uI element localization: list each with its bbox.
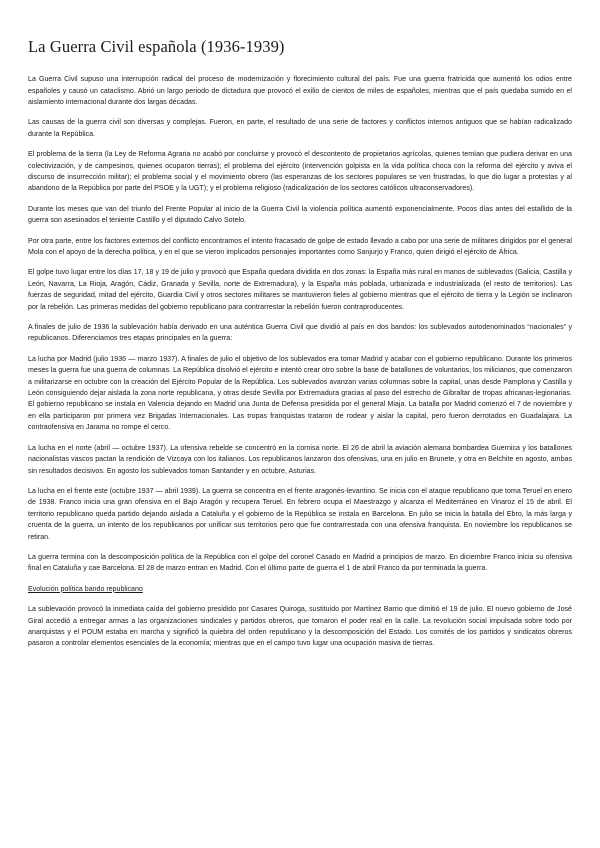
document-title: La Guerra Civil española (1936-1939) [28,37,285,56]
paragraph-two-sides: A finales de julio de 1936 la sublevación había derivado en una auténtica Guerra Civil que dividió al país en dos bandos: los sublevados autodenominados “nacionales” y republicanos. Diferenciamos tres etapas principales en la guerra: [28,324,572,343]
paragraph-intro: La Guerra Civil supuso una interrupción radical del proceso de modernización y florecimiento cultural del país. Fue una guerra fratricida que aumentó los odios entre españoles y causó un cataclismo. Abrió un largo periodo de dictadura que provocó el exilio de cientos de miles de españoles, mientras que el país quedaba sumido en el aislamiento internacional durante dos largas décadas. [28,76,572,106]
paragraph-political-violence: Durante los meses que van del triunfo del Frente Popular al inicio de la Guerra Civil la violencia política aumentó exponencialmente. Pocos días antes del estallido de la guerra son asesinados el teniente Castillo y el diputado Calvo Sotelo. [28,205,572,225]
paragraph-republican-evolution: La sublevación provocó la inmediata caída del gobierno presidido por Casares Quiroga, sustituido por Martínez Barrio que dimitió el 19 de julio. El nuevo gobierno de José Giral accedió a entregar armas a las organizaciones sindicales y partidos obreros, que tomaron el poder real en la calle. La revolución social impulsada sobre todo por anarquistas y el POUM estaba en marcha y significó la quiebra del orden republicano y la descomposición del Estado. Los comités de los partidos y sindicatos obreros pasaron a controlar elementos esenciales de la economía; mientras que en el campo tuvo lugar una ocupación masiva de tierras. [28,606,572,648]
paragraph-north-stage: La lucha en el norte (abril — octubre 1937). La ofensiva rebelde se concentró en la cornisa norte. El 26 de abril la aviación alemana bombardea Guernica y los batallones nacionalistas vascos pactan la rendición de Vizcaya con los italianos. Los republicanos lanzaron dos ofensivas, una en julio en Brunete, y otra en Belchite en agosto, ambas sin resultados decisivos. En agosto los sublevados toman Santander y en octubre, Asturias. [28,444,572,475]
section-heading-republican: Evolución política bando republicano [28,585,143,593]
paragraph-coup: El golpe tuvo lugar entre los días 17, 18 y 19 de julio y provocó que España quedara dividida en dos zonas: la España más rural en manos de sublevados (Galicia, Castilla y León, Navarra, La Rioja, Aragón, Cádiz, Granada y Sevilla, norte de Extremadura), y la España más poblada, urbanizada e industrializada (el resto de territorios). Las fuerzas de seguridad, mitad del ejército, Guardia Civil y otros sectores militares se mantuvieron fieles al gobierno mientras que el ejército de tierra y la Legión se inclinaron por la rebelión. Las primeras medidas del gobierno republicano para contrarrestar la rebelión fueron contraproducentes. [28,269,572,311]
paragraph-causes: Las causas de la guerra civil son diversas y complejas. Fueron, en parte, el resultado de una serie de factores y conflictos internos antiguos que se habían radicalizado durante la República. [28,119,572,138]
paragraph-external-factors: Por otra parte, entre los factores externos del conflicto encontramos el intento fracasado de golpe de estado llevado a cabo por una serie de militares dirigidos por el general Mola con el apoyo de la derecha política, y en el que se vieron implicados personajes importantes como Sanjurjo y Franco, quien dirigió el ejército de África. [28,237,572,257]
paragraph-madrid-stage: La lucha por Madrid (julio 1936 — marzo 1937). A finales de julio el objetivo de los sublevados era tomar Madrid y acabar con el gobierno republicano. Durante los primeros meses la guerra fue una guerra de columnas. La República disolvió el ejército e intentó crear otro sobre la base de batallones de voluntarios, los milicianos, que comenzaron a militarizarse en octubre con la creación del Ejército Popular de la República. Los sublevados avanzan varias columnas sobre la capital, unas desde Pamplona y Castilla y León consiguiendo dejar aislada la zona norte republicana, y otras desde Sevilla por Extremadura gracias al paso del estrecho de Gibraltar de tropas africanas-legionarias. El gobierno republicano se instala en Valencia dejando en Madrid una Junta de Defensa presidida por el general Miaja. La batalla por Madrid comenzó el 7 de noviembre y en ella participaron por primera vez Brigadas Internacionales. Las tropas franquistas trataron de rodear y aislar la capital, pero fueron derrotados en Guadalajara. La contraofensiva en Jarama no rompe el cerco. [28,355,572,432]
paragraph-internal-problems: El problema de la tierra (la Ley de Reforma Agraria no acabó por concluirse y provocó el descontento de propietarios agrícolas, quienes temían que pudiera derivar en una colectivización, y de campesinos, quienes ocuparon tierras); el problema del ejército (intervención golpista en la vida política choca con la reforma del ejército y aviva el discurso de insurrección militar); el problema social y el movimiento obrero (las esperanzas de los sectores populares se ven frustradas, lo que dio lugar a protestas y al abandono de la República por parte del PSOE y la UGT); y el problema religioso (radicalización de los sectores católicos ultraconservadores). [28,151,572,193]
paragraph-east-stage: La lucha en el frente este (octubre 1937 — abril 1939). La guerra se concentra en el frente aragonés-levantino. Se inicia con el ataque republicano que toma Teruel en enero de 1938. Franco inicia una gran ofensiva en el Bajo Aragón y recupera Teruel. En febrero ocupa el Maestrazgo y alcanza el Mediterráneo en Vinaroz el 15 de abril. El territorio republicano queda partido dejando aislada a Cataluña y el gobierno de la República se instala en Barcelona. En julio se inicia la batalla del Ebro, la más larga y cruenta de la guerra, un intento de los republicanos por unificar sus territorios pero que fue contrarrestada con una ofensiva franquista. En noviembre los republicanos se retiran. [28,487,572,541]
paragraph-war-end: La guerra termina con la descomposición política de la República con el golpe del coronel Casado en Madrid a principios de marzo. En diciembre Franco inicia su ofensiva final en Cataluña y cae Barcelona. El 28 de marzo entran en Madrid. Con el último parte de guerra el 1 de abril Franco da por terminada la guerra. [28,553,572,573]
